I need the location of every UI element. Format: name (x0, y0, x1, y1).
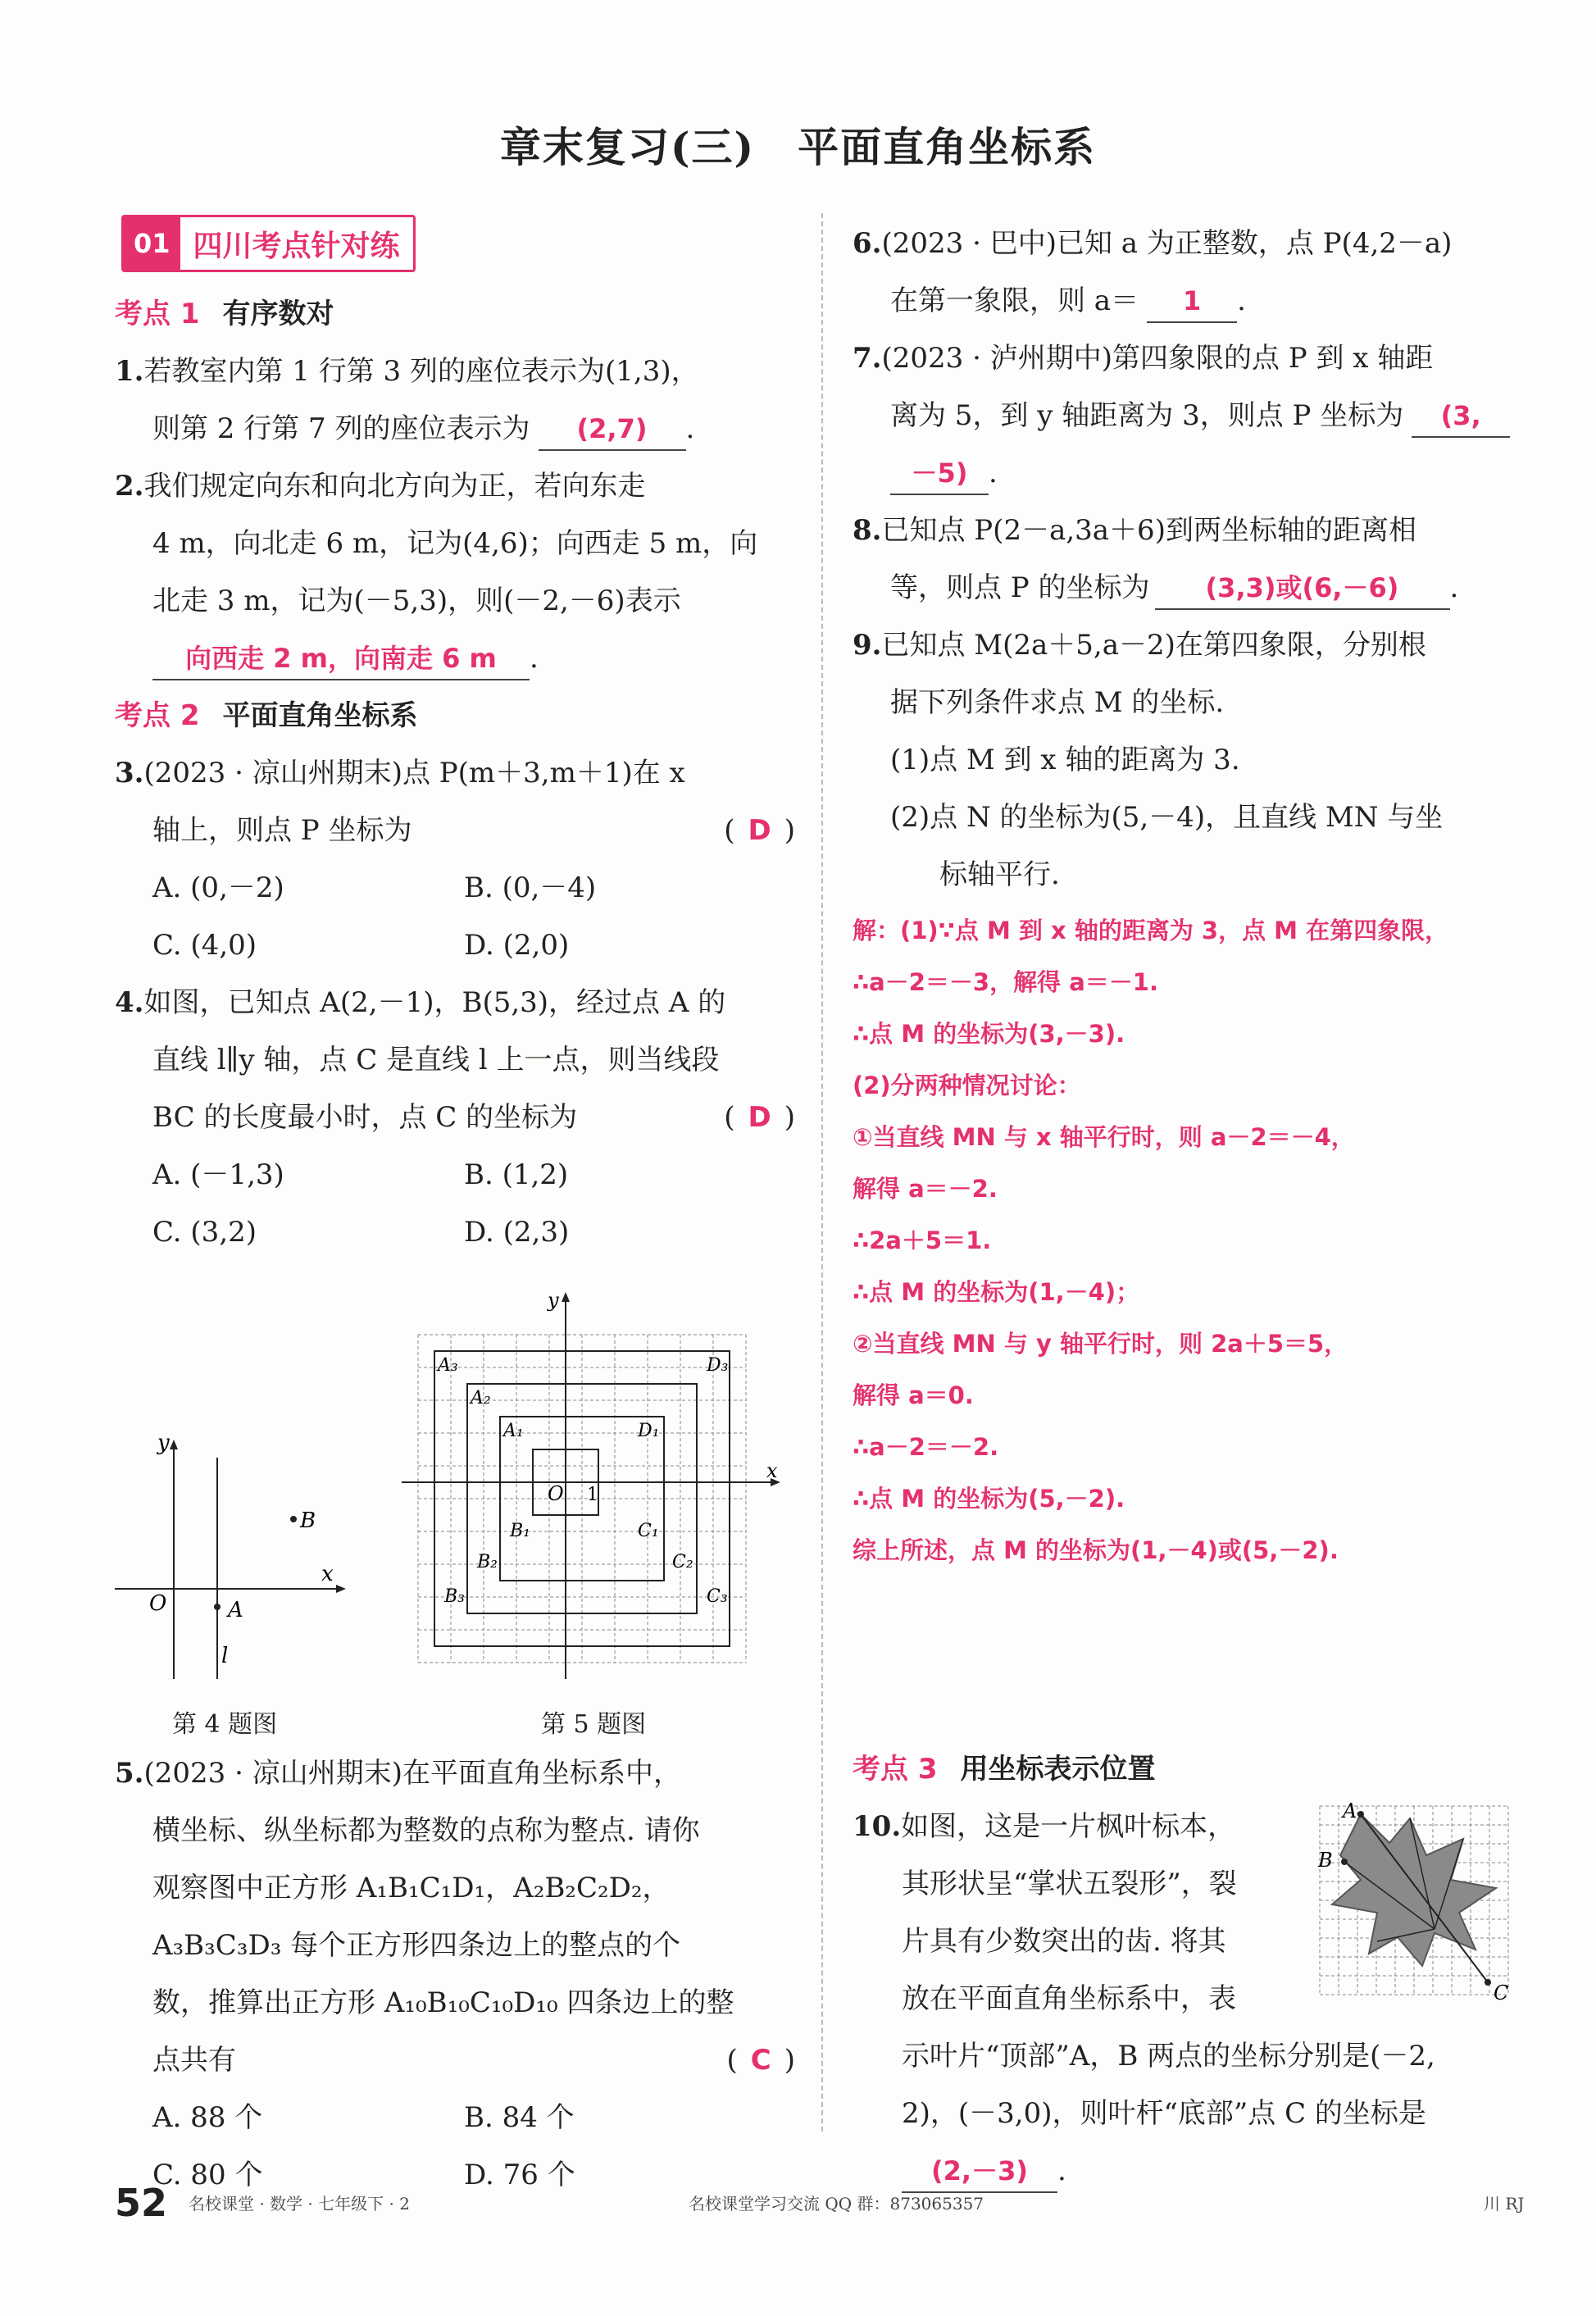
solution-line: 解得 a＝0. (853, 1381, 974, 1409)
question-text: 等，则点 P 的坐标为 (890, 571, 1150, 604)
question-3-line2 (115, 802, 795, 859)
y-arrow (562, 1292, 570, 1302)
options-row (115, 1146, 795, 1204)
option: A. 88 个 (152, 2101, 263, 2134)
answer-blank: －5) (890, 453, 989, 495)
x-label: x (321, 1562, 334, 1586)
question-text: (2023 · 凉山州期末)点 P(m＋3,m＋1)在 x (143, 757, 685, 789)
question-number: 7. (853, 342, 882, 375)
punct: . (1449, 571, 1459, 604)
left-column (115, 215, 795, 2204)
label-b3: B₃ (444, 1586, 465, 1607)
label-c2: C₂ (672, 1552, 693, 1572)
options-row (115, 2089, 795, 2146)
option: A. (0,－2) (152, 871, 284, 904)
origin-label: O (548, 1482, 564, 1505)
question-text: 点共有 (152, 2044, 236, 2077)
kaodian-label: 用坐标表示位置 (960, 1753, 1156, 1786)
question-5-line3: 观察图中正方形 A₁B₁C₁D₁，A₂B₂C₂D₂， (152, 1872, 671, 1904)
question-text: 在第一象限，则 a＝ (890, 284, 1139, 317)
question-text: 已知点 M(2a＋5,a－2)在第四象限，分别根 (881, 629, 1426, 662)
choice-answer: ( D ) (724, 1101, 795, 1134)
kaodian-tag: 考点 2 (115, 699, 200, 732)
question-text: BC 的长度最小时，点 C 的坐标为 (152, 1101, 578, 1134)
choice-letter: C (750, 2044, 771, 2077)
figure-5 (402, 1277, 795, 1687)
kaodian-1-heading (115, 285, 795, 343)
question-4-line2: 直线 l∥y 轴，点 C 是直线 l 上一点，则当线段 (152, 1044, 720, 1076)
option: D. 76 个 (464, 2159, 575, 2191)
option: B. (1,2) (464, 1158, 569, 1191)
question-2-line4 (115, 630, 795, 687)
question-text: 若教室内第 1 行第 3 列的座位表示为(1,3)， (143, 355, 699, 388)
a-label: A (1343, 1800, 1357, 1822)
punct: . (685, 412, 695, 445)
question-2-line2: 4 m，向北走 6 m，记为(4,6)；向西走 5 m，向 (152, 527, 758, 560)
question-1 (115, 343, 795, 400)
choice-answer: ( C ) (726, 2044, 795, 2077)
answer-blank: (3, (1412, 395, 1510, 438)
point-a (214, 1604, 221, 1610)
kaodian-3-heading (853, 1740, 1533, 1798)
option: A. (－1,3) (152, 1158, 284, 1191)
question-text: 则第 2 行第 7 列的座位表示为 (152, 412, 530, 445)
x-label: x (766, 1459, 778, 1482)
question-2 (115, 457, 795, 515)
footer-edition: 川 RJ (1484, 2194, 1525, 2214)
question-4 (115, 974, 795, 1031)
question-7-line3 (853, 444, 1533, 502)
y-label: y (548, 1289, 559, 1312)
option: C. (4,0) (152, 929, 257, 962)
question-number: 8. (853, 514, 882, 547)
punct: . (530, 642, 539, 675)
question-5-line4: A₃B₃C₃D₃ 每个正方形四条边上的整点的个 (152, 1929, 681, 1962)
question-9-part1: (1)点 M 到 x 轴的距离为 3. (890, 744, 1240, 776)
choice-answer: ( D ) (724, 814, 795, 847)
footer-qq: 名校课堂学习交流 QQ 群：873065357 (689, 2194, 984, 2214)
solution-line: 解得 a＝－2. (853, 1175, 998, 1203)
question-9-line2: 据下列条件求点 M 的坐标. (890, 686, 1225, 719)
solution-line: (2)分两种情况讨论： (853, 1072, 1081, 1099)
solution-line: ②当直线 MN 与 y 轴平行时，则 2a＋5＝5， (853, 1330, 1348, 1358)
question-text: 已知点 P(2－a,3a＋6)到两坐标轴的距离相 (881, 514, 1416, 547)
kaodian-label: 平面直角坐标系 (222, 699, 418, 732)
solution-line: ∴a－2＝－2. (853, 1433, 999, 1461)
question-9 (853, 617, 1533, 674)
option: D. (2,3) (464, 1216, 570, 1249)
question-number: 10. (853, 1810, 902, 1843)
question-6-line2 (853, 272, 1533, 330)
l-label: l (221, 1644, 229, 1668)
question-10-line2: 其形状呈“掌状五裂形”，裂 (902, 1868, 1237, 1900)
c-label: C (1494, 1982, 1509, 2004)
question-3 (115, 744, 795, 802)
solution-line: ∴点 M 的坐标为(3,－3). (853, 1020, 1125, 1048)
label-d3: D₃ (707, 1355, 729, 1376)
answer-blank: 向西走 2 m，向南走 6 m (152, 638, 530, 680)
question-6 (853, 215, 1533, 272)
solution-line: ∴2a＋5＝1. (853, 1226, 992, 1254)
page-title: 章末复习(三) 平面直角坐标系 (499, 123, 1097, 171)
question-10 (853, 1798, 1533, 2200)
question-text: 我们规定向东和向北方向为正，若向东走 (143, 470, 646, 503)
options-row (115, 859, 795, 917)
question-text: (2023 · 巴中)已知 a 为正整数，点 P(4,2－a) (881, 227, 1453, 260)
solution-line: ①当直线 MN 与 x 轴平行时，则 a－2＝－4， (853, 1123, 1355, 1151)
answer-blank: (2,－3) (902, 2150, 1057, 2193)
b-label: B (300, 1508, 316, 1533)
label-c3: C₃ (707, 1586, 728, 1607)
option: D. (2,0) (464, 929, 570, 962)
choice-letter: D (748, 1101, 771, 1134)
figure-5-caption: 第 5 题图 (541, 1710, 647, 1739)
option: B. (0,－4) (464, 871, 597, 904)
question-10-line3: 片具有少数突出的齿. 将其 (902, 1925, 1226, 1958)
label-b1: B₁ (510, 1521, 530, 1541)
question-10-line5: 示叶片“顶部”A，B 两点的坐标分别是(－2, (902, 2040, 1435, 2073)
label-a1: A₁ (503, 1421, 524, 1441)
solution-line: ∴点 M 的坐标为(5,－2). (853, 1485, 1125, 1513)
figure-4-caption: 第 4 题图 (172, 1710, 278, 1739)
kaodian-label: 有序数对 (222, 298, 334, 330)
question-10-line6: 2)，(－3,0)，则叶杆“底部”点 C 的坐标是 (902, 2097, 1426, 2130)
label-b2: B₂ (477, 1552, 498, 1572)
answer-blank: (2,7) (539, 408, 686, 451)
punct: . (1057, 2154, 1066, 2187)
solution-line: ∴a－2＝－3，解得 a＝－1. (853, 968, 1158, 996)
option: C. (3,2) (152, 1216, 257, 1249)
question-number: 5. (115, 1757, 144, 1790)
blank-space (853, 1577, 1533, 1740)
column-divider (821, 213, 823, 2132)
question-number: 4. (115, 986, 144, 1019)
solution-block (853, 905, 1533, 1577)
question-number: 3. (115, 757, 144, 789)
question-9-part2-cont: 标轴平行. (939, 858, 1060, 891)
question-text: 如图，这是一片枫叶标本， (901, 1810, 1236, 1843)
figure-4 (115, 1425, 361, 1687)
question-5-line5: 数，推算出正方形 A₁₀B₁₀C₁₀D₁₀ 四条边上的整 (152, 1986, 734, 2019)
question-5 (115, 1745, 795, 1802)
x-arrow (336, 1585, 346, 1593)
a-label: A (228, 1598, 243, 1622)
question-text: (2023 · 凉山州期末)在平面直角坐标系中， (143, 1757, 681, 1790)
label-a3: A₃ (438, 1355, 458, 1376)
figures-area (115, 1261, 795, 1745)
question-7 (853, 330, 1533, 387)
question-8 (853, 502, 1533, 559)
question-5-line6 (115, 2032, 795, 2089)
question-7-line2 (853, 387, 1533, 444)
solution-line: 解：(1)∵点 M 到 x 轴的距离为 3，点 M 在第四象限， (853, 917, 1449, 944)
solution-line: ∴点 M 的坐标为(1,－4)； (853, 1278, 1140, 1306)
b-label: B (1318, 1849, 1333, 1872)
question-number: 1. (115, 355, 144, 388)
question-number: 2. (115, 470, 144, 503)
kaodian-2-heading (115, 687, 795, 744)
question-number: 6. (853, 227, 882, 260)
question-text: 离为 5，到 y 轴距离为 3，则点 P 坐标为 (890, 399, 1404, 432)
right-column (853, 215, 1533, 2200)
question-10-line4: 放在平面直角坐标系中，表 (902, 1982, 1236, 2015)
punct: . (989, 457, 998, 489)
footer-book: 名校课堂 · 数学 · 七年级下 · 2 (189, 2194, 410, 2214)
origin-label: O (149, 1591, 167, 1616)
y-label: y (157, 1431, 170, 1455)
section-label: 四川考点针对练 (193, 229, 400, 263)
option: C. 80 个 (152, 2159, 263, 2191)
option: B. 84 个 (464, 2101, 575, 2134)
y-arrow (170, 1440, 178, 1449)
kaodian-tag: 考点 3 (853, 1753, 938, 1786)
kaodian-tag: 考点 1 (115, 298, 200, 330)
question-text: 轴上，则点 P 坐标为 (152, 814, 412, 847)
label-c1: C₁ (638, 1521, 659, 1541)
point-b (290, 1516, 297, 1522)
question-9-part2: (2)点 N 的坐标为(5,－4)，且直线 MN 与坐 (890, 801, 1444, 834)
section-number: 01 (124, 217, 180, 270)
options-row (115, 917, 795, 974)
choice-letter: D (748, 814, 771, 847)
punct: . (1237, 284, 1246, 317)
page-number: 52 (115, 2181, 168, 2225)
label-a2: A₂ (471, 1388, 491, 1408)
question-8-line2 (853, 559, 1533, 617)
question-1-line2 (115, 400, 795, 457)
section-badge (121, 215, 416, 272)
answer-blank: 1 (1147, 280, 1237, 323)
answer-blank: (3,3)或(6,－6) (1155, 567, 1450, 610)
solution-line: 综上所述，点 M 的坐标为(1,－4)或(5,－2). (853, 1536, 1339, 1564)
question-text: 如图，已知点 A(2,－1)，B(5,3)，经过点 A 的 (143, 986, 726, 1019)
question-5-line2: 横坐标、纵坐标都为整数的点称为整点. 请你 (152, 1814, 700, 1847)
question-text: (2023 · 泸州期中)第四象限的点 P 到 x 轴距 (881, 342, 1434, 375)
question-4-line3 (115, 1089, 795, 1146)
unit-label: 1 (587, 1485, 598, 1505)
options-row (115, 1204, 795, 1261)
question-10-line1 (853, 1798, 1533, 1855)
question-number: 9. (853, 629, 882, 662)
label-d1: D₁ (638, 1421, 660, 1441)
question-2-line3: 北走 3 m，记为(－5,3)，则(－2,－6)表示 (152, 585, 681, 617)
